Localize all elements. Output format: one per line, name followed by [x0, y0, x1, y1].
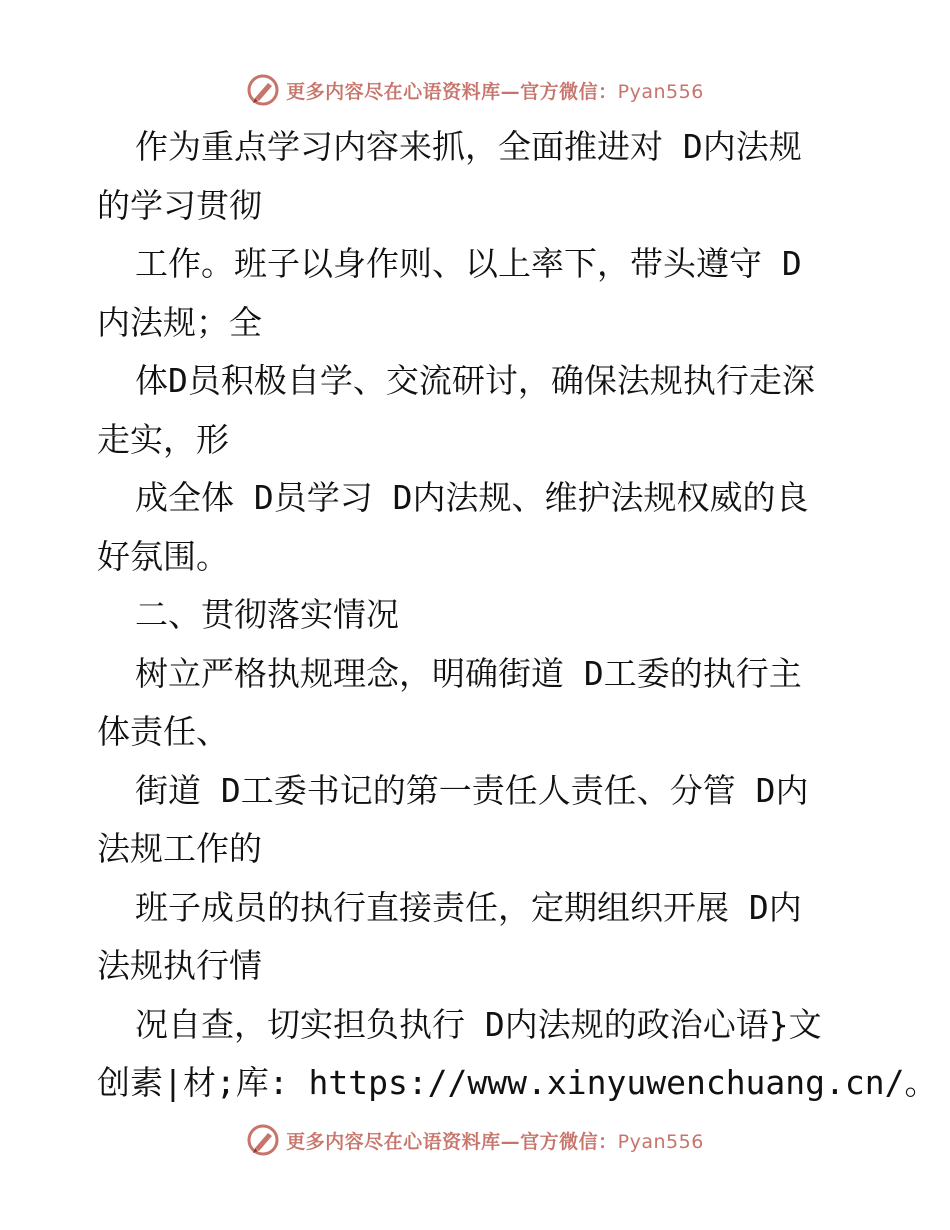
text-line: 树立严格执规理念，明确街道 D工委的执行主	[135, 653, 802, 693]
text-line: 体D员积极自学、交流研讨，确保法规执行走深	[135, 361, 815, 400]
text-line: 二、贯彻落实情况	[135, 595, 399, 634]
text-line: 班子成员的执行直接责任，定期组织开展 D内	[135, 887, 802, 927]
text-line: 街道 D工委书记的第一责任人责任、分管 D内	[135, 770, 809, 810]
wechat-id: Pyan556	[617, 80, 704, 103]
text-line: 体责任、	[97, 712, 229, 751]
text-line: 创素|材;库: https://www.xinyuwenchuang.cn/。	[97, 1063, 938, 1102]
pen-logo-icon	[246, 1123, 280, 1157]
header-watermark-banner	[0, 70, 950, 110]
banner-text: 更多内容尽在心语资料库—官方微信：Pyan556	[286, 80, 704, 103]
text-line: 的学习贯彻	[97, 185, 262, 225]
text-line: 工作。班子以身作则、以上率下，带头遵守 D	[135, 244, 802, 283]
text-line: 成全体 D员学习 D内法规、维护法规权威的良	[135, 478, 809, 517]
text-line: 法规工作的	[97, 829, 262, 868]
text-line: 作为重点学习内容来抓，全面推进对 D内法规	[135, 127, 802, 166]
banner-text: 更多内容尽在心语资料库—官方微信：Pyan556	[286, 1130, 704, 1153]
footer-watermark-banner	[0, 1120, 950, 1160]
text-line: 走实，形	[97, 419, 229, 459]
text-line: 内法规；全	[97, 302, 262, 342]
pen-logo-icon	[246, 73, 280, 107]
document-body	[97, 118, 938, 1113]
text-line: 好氛围。	[97, 536, 229, 576]
wechat-id: Pyan556	[617, 1130, 704, 1153]
text-line: 况自查，切实担负执行 D内法规的政治心语}文	[135, 1004, 822, 1044]
text-line: 法规执行情	[97, 946, 262, 985]
